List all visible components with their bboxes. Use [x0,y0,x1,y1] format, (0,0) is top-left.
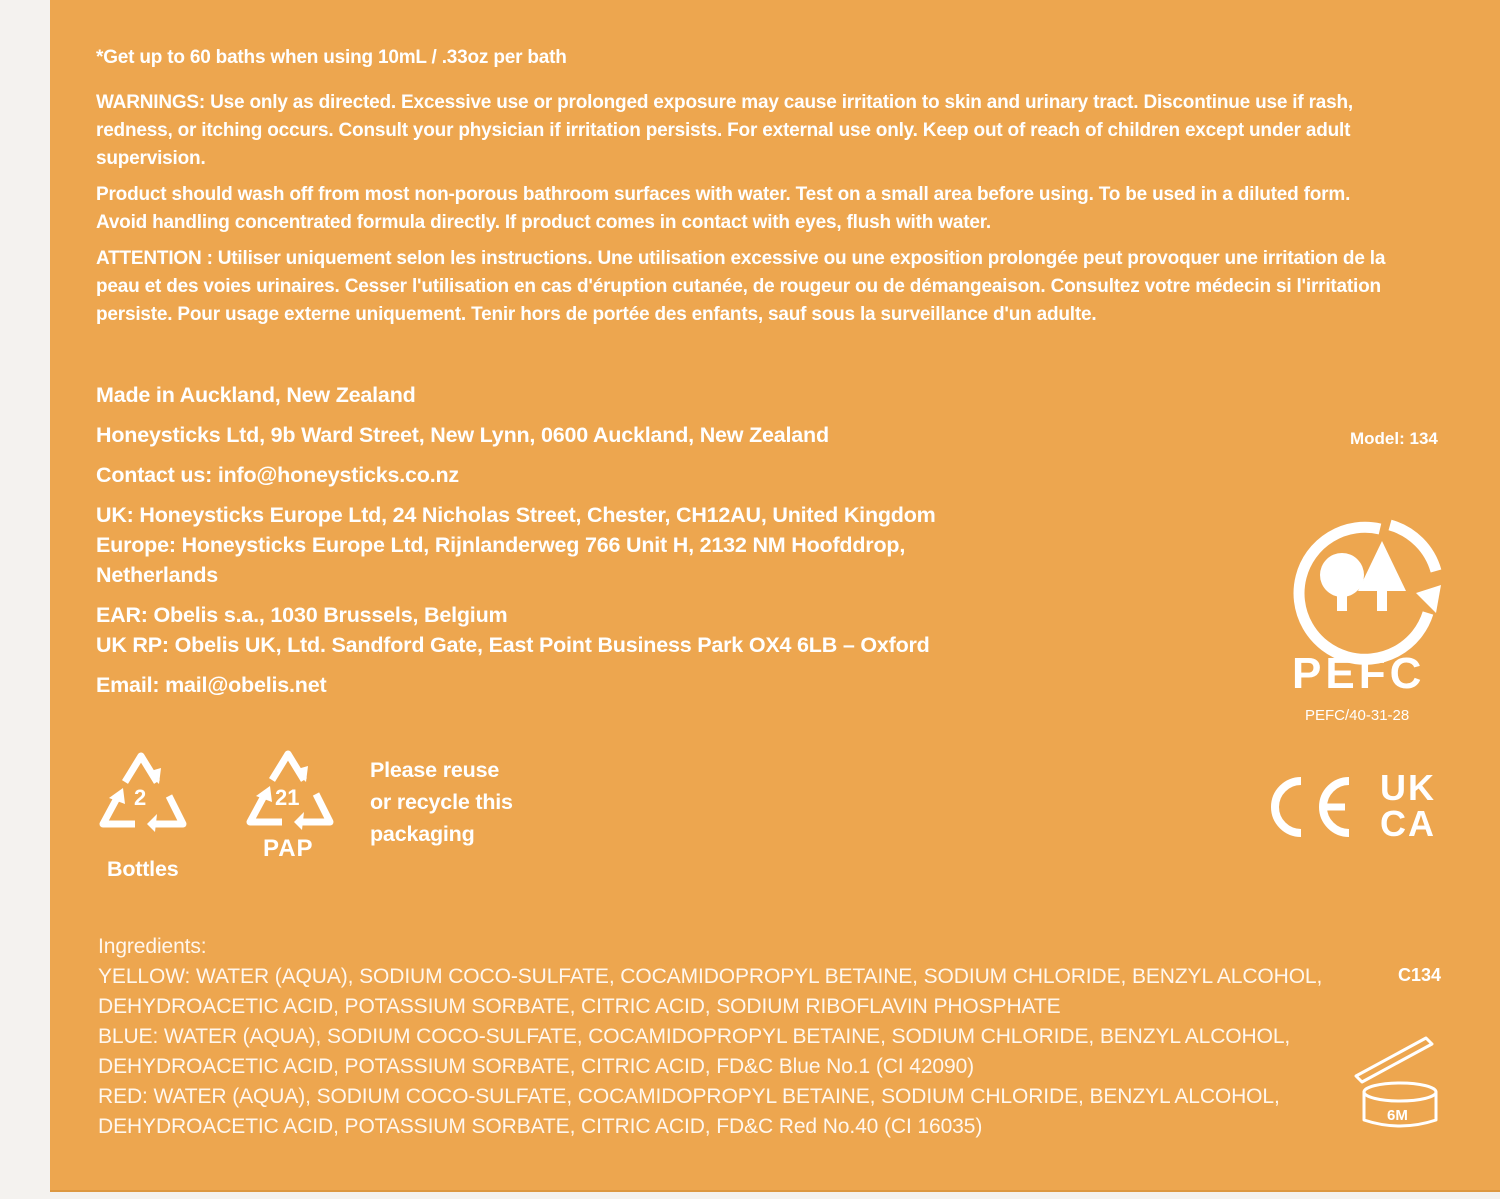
warnings-fr-line: ATTENTION : Utiliser uniquement selon les instructions. Une utilisation excessive ou une exposition prolongée peut provoquer une irritation de la [96,248,1386,269]
warnings-fr-line: persiste. Pour usage externe uniquement. Tenir hors de portée des enfants, sauf sous la surveillance d'un adulte. [96,304,1097,325]
package-back-panel [50,0,1500,1192]
ingredients-heading: Ingredients: [98,935,207,958]
ingredient-line: DEHYDROACETIC ACID, POTASSIUM SORBATE, CITRIC ACID, FD&C Blue No.1 (CI 42090) [98,1055,975,1078]
ingredients-list [98,962,1322,1142]
company-address: Honeysticks Ltd, 9b Ward Street, New Lynn, 0600 Auckland, New Zealand [96,423,829,447]
pefc-label: PEFC [1292,649,1426,698]
warnings-en [96,89,1353,173]
europe-address: Europe: Honeysticks Europe Ltd, Rijnlanderweg 766 Unit H, 2132 NM Hoofddrop, Netherlands [96,533,906,587]
pefc-tree-pine-icon [1358,541,1406,591]
pefc-code: PEFC/40-31-28 [1305,707,1410,724]
pefc-arc-icon [1299,527,1428,659]
ce-mark-icon [1265,775,1355,839]
recycle-code-pap: 21 [275,785,300,810]
warnings-en-line: supervision. [96,148,206,169]
made-in: Made in Auckland, New Zealand [96,383,416,407]
surfaces-line: Avoid handling concentrated formula directly. If product comes in contact with eyes, flush with water. [96,212,991,233]
uk-rp-address: UK RP: Obelis UK, Ltd. Sandford Gate, East Point Business Park OX4 6LB – Oxford [96,633,930,657]
surfaces-line: Product should wash off from most non-porous bathroom surfaces with water. Test on a small area before using. To be used in a diluted form. [96,184,1351,205]
ingredient-line: DEHYDROACETIC ACID, POTASSIUM SORBATE, CITRIC ACID, FD&C Red No.40 (CI 16035) [98,1115,983,1138]
surfaces-note [96,181,1350,237]
baths-note: *Get up to 60 baths when using 10mL / .33oz per bath [96,47,567,68]
recycle-code-bottles: 2 [134,785,147,810]
obelis-email: Email: mail@obelis.net [96,673,327,697]
recycle-label-bottles: Bottles [107,857,179,881]
recycle-label-pap: PAP [263,835,314,862]
model-number: Model: 134 [1350,429,1438,448]
warnings-en-line: WARNINGS: Use only as directed. Excessive use or prolonged exposure may cause irritation to skin and urinary tract. Discontinue use if rash, [96,92,1353,113]
warnings-fr-line: peau et des voies urinaires. Cesser l'utilisation en cas d'éruption cutanée, de rougeur ou de démangeaison. Consultez votre médecin si l'irritation [96,276,1381,297]
recycle-message: Please reuse or recycle this packaging [370,758,513,846]
ingredients-code: C134 [1398,965,1442,985]
ingredient-line: BLUE: WATER (AQUA), SODIUM COCO-SULFATE, COCAMIDOPROPYL BETAINE, SODIUM CHLORIDE, BENZYL ALCOHOL, [98,1025,1291,1048]
uk-address: UK: Honeysticks Europe Ltd, 24 Nicholas Street, Chester, CH12AU, United Kingdom [96,503,936,527]
contact-email: Contact us: info@honeysticks.co.nz [96,463,459,487]
pefc-arrow-icon [1416,585,1441,613]
ukca-mark-bottom: CA [1380,803,1436,844]
ingredient-line: YELLOW: WATER (AQUA), SODIUM COCO-SULFATE, COCAMIDOPROPYL BETAINE, SODIUM CHLORIDE, BENZYL ALCOHOL, [98,965,1323,988]
warnings-en-line: redness, or itching occurs. Consult your physician if irritation persists. For external use only. Keep out of reach of children except under adult [96,120,1351,141]
pao-label: 6M [1387,1107,1408,1124]
ukca-mark-top: UK [1380,767,1436,808]
warnings-fr [96,245,1385,329]
ear-address: EAR: Obelis s.a., 1030 Brussels, Belgium [96,603,508,627]
ingredient-line: RED: WATER (AQUA), SODIUM COCO-SULFATE, COCAMIDOPROPYL BETAINE, SODIUM CHLORIDE, BENZYL ALCOHOL, [98,1085,1280,1108]
ingredient-line: DEHYDROACETIC ACID, POTASSIUM SORBATE, CITRIC ACID, SODIUM RIBOFLAVIN PHOSPHATE [98,995,1061,1018]
